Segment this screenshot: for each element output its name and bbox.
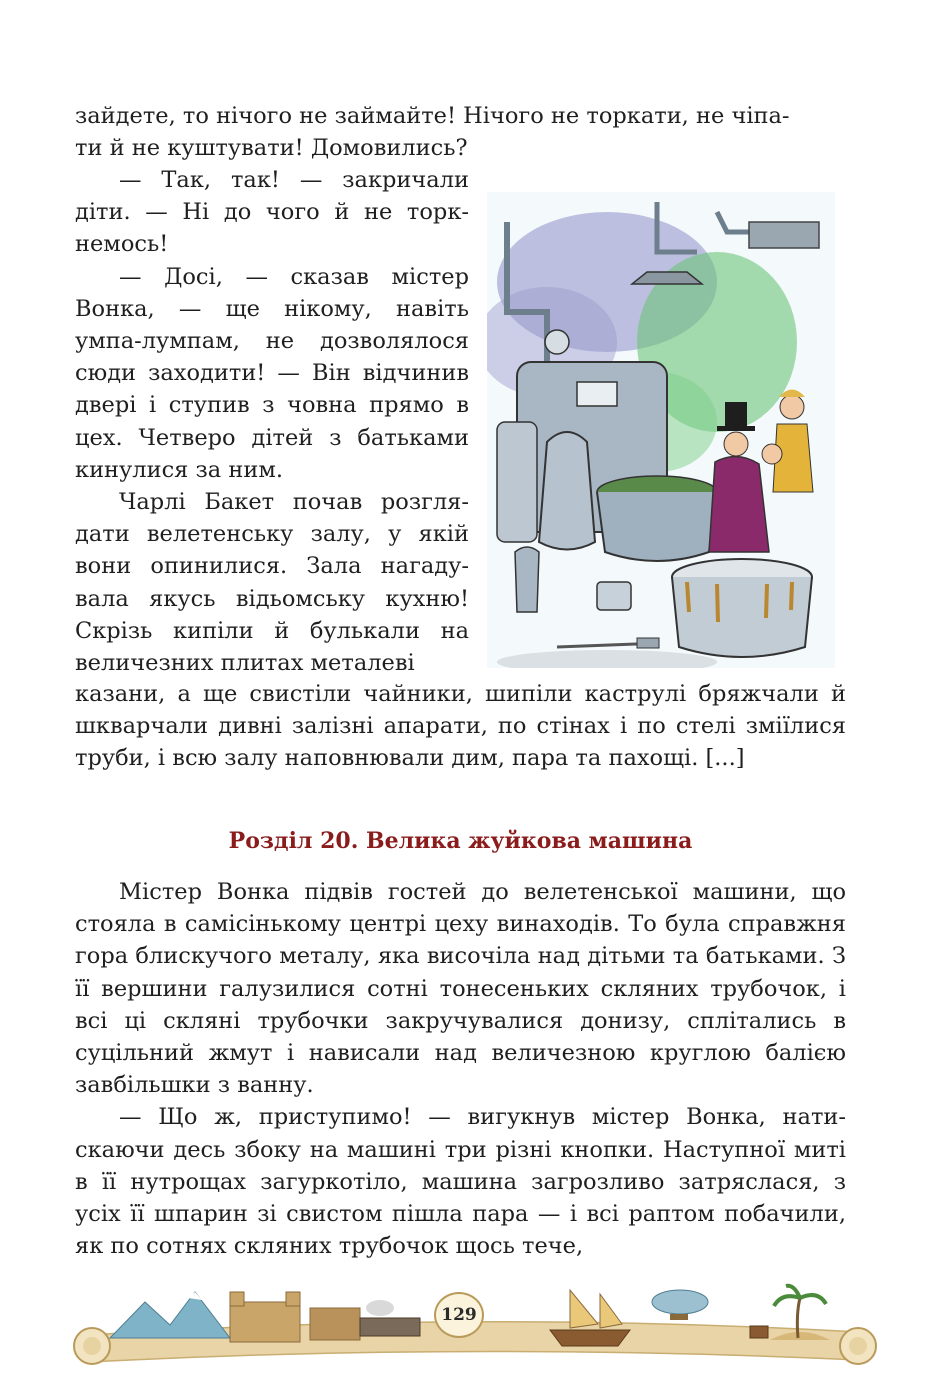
paragraph: Чарлі Бакет почав розглядати велетенську залу, у якій вони опинилися. Зала нагадувала якусь відьомську кухню! Скрізь кипіли й булькали на величезних плитах металеві bbox=[75, 489, 469, 677]
left-column-text bbox=[75, 164, 469, 679]
gauge-panel bbox=[577, 382, 617, 406]
top-hat bbox=[725, 402, 747, 428]
paragraph: — Що ж, приступимо! — вигукнув містер Вонка, натискаючи десь збоку на машині три різні кнопки. Наступної миті в її нутрощах загуркотіло, машина загрозливо затряслася, з усіх її шпарин зі свистом пішла пара — і всі раптом побачили, як по сотнях скляних трубочок щось тече, bbox=[75, 1104, 846, 1260]
wall bbox=[310, 1308, 360, 1340]
castle-tower bbox=[230, 1292, 244, 1306]
pressure-gauge bbox=[545, 330, 569, 354]
wonka-coat bbox=[709, 456, 769, 552]
airship-gondola bbox=[670, 1314, 688, 1320]
paragraph: — Так, так! — закричали діти. — Ні до чого й не торкнемось! bbox=[75, 167, 469, 258]
chapter-title: Розділ 20. Велика жуйкова машина bbox=[228, 828, 693, 854]
child-face bbox=[780, 395, 804, 419]
child-face bbox=[762, 444, 782, 464]
train bbox=[360, 1318, 420, 1336]
tank bbox=[497, 422, 537, 542]
kitchen-illustration bbox=[487, 192, 835, 668]
cooking-pot bbox=[597, 492, 717, 561]
syringe-body bbox=[637, 638, 659, 648]
train-smoke bbox=[366, 1300, 394, 1316]
airship bbox=[652, 1290, 708, 1314]
ship-sail bbox=[570, 1290, 598, 1328]
mountains bbox=[110, 1292, 230, 1338]
illustration-drawing bbox=[487, 192, 835, 668]
paragraph: — Досі, — сказав містер Вонка, — ще нікому, навіть умпа-лумпам, не дозволялося сюди заходити! — Він відчинив двері і ступив з човна прямо в цех. Четверо дітей з батьками кинулися за ним. bbox=[75, 263, 469, 483]
paragraph: казани, а ще свистіли чайники, шипіли каструлі бряжчали й шкварчали дивні залізні апарати, по стінах і по стелі зміїлися труби, і всю залу наповнювали дим, пара та пахощі. [...] bbox=[75, 681, 846, 772]
continued-text bbox=[75, 678, 846, 775]
page-number: 129 bbox=[434, 1292, 484, 1338]
top-text-line-2: ти й не куштувати! Домовились? bbox=[75, 135, 468, 162]
vessel bbox=[539, 432, 595, 550]
kettle bbox=[597, 582, 631, 610]
ship bbox=[550, 1330, 630, 1346]
top-text bbox=[75, 100, 846, 164]
treasure-chest bbox=[750, 1326, 768, 1338]
paragraph: Містер Вонка підвів гостей до велетенської машини, що стояла в самісінькому центрі цеху винаходів. То була справжня гора блискучого металу, яка височіла над дітьми та батьками. З її вершини галузилися сотні тонесеньких скляних трубочок, і всі ці скляні трубочки закручувалися донизу, сплітались в суцільний жмут і нависали над величезною круглою балією завбільшки з ванну. bbox=[75, 879, 846, 1099]
right-circle-inner bbox=[849, 1337, 867, 1355]
bottle bbox=[515, 547, 539, 612]
machine-box bbox=[749, 222, 819, 248]
hat-brim bbox=[717, 426, 755, 431]
castle bbox=[230, 1302, 300, 1342]
ship-sail bbox=[600, 1294, 622, 1328]
chapter-text bbox=[75, 876, 846, 1262]
floor-shadow bbox=[497, 650, 717, 668]
syringe bbox=[557, 644, 637, 647]
castle-tower bbox=[286, 1292, 300, 1306]
top-text-line-1: зайдете, то нічого не займайте! Нічого не торкати, не чіпа- bbox=[75, 103, 790, 129]
wonka-face bbox=[724, 432, 748, 456]
left-circle-inner bbox=[83, 1337, 101, 1355]
